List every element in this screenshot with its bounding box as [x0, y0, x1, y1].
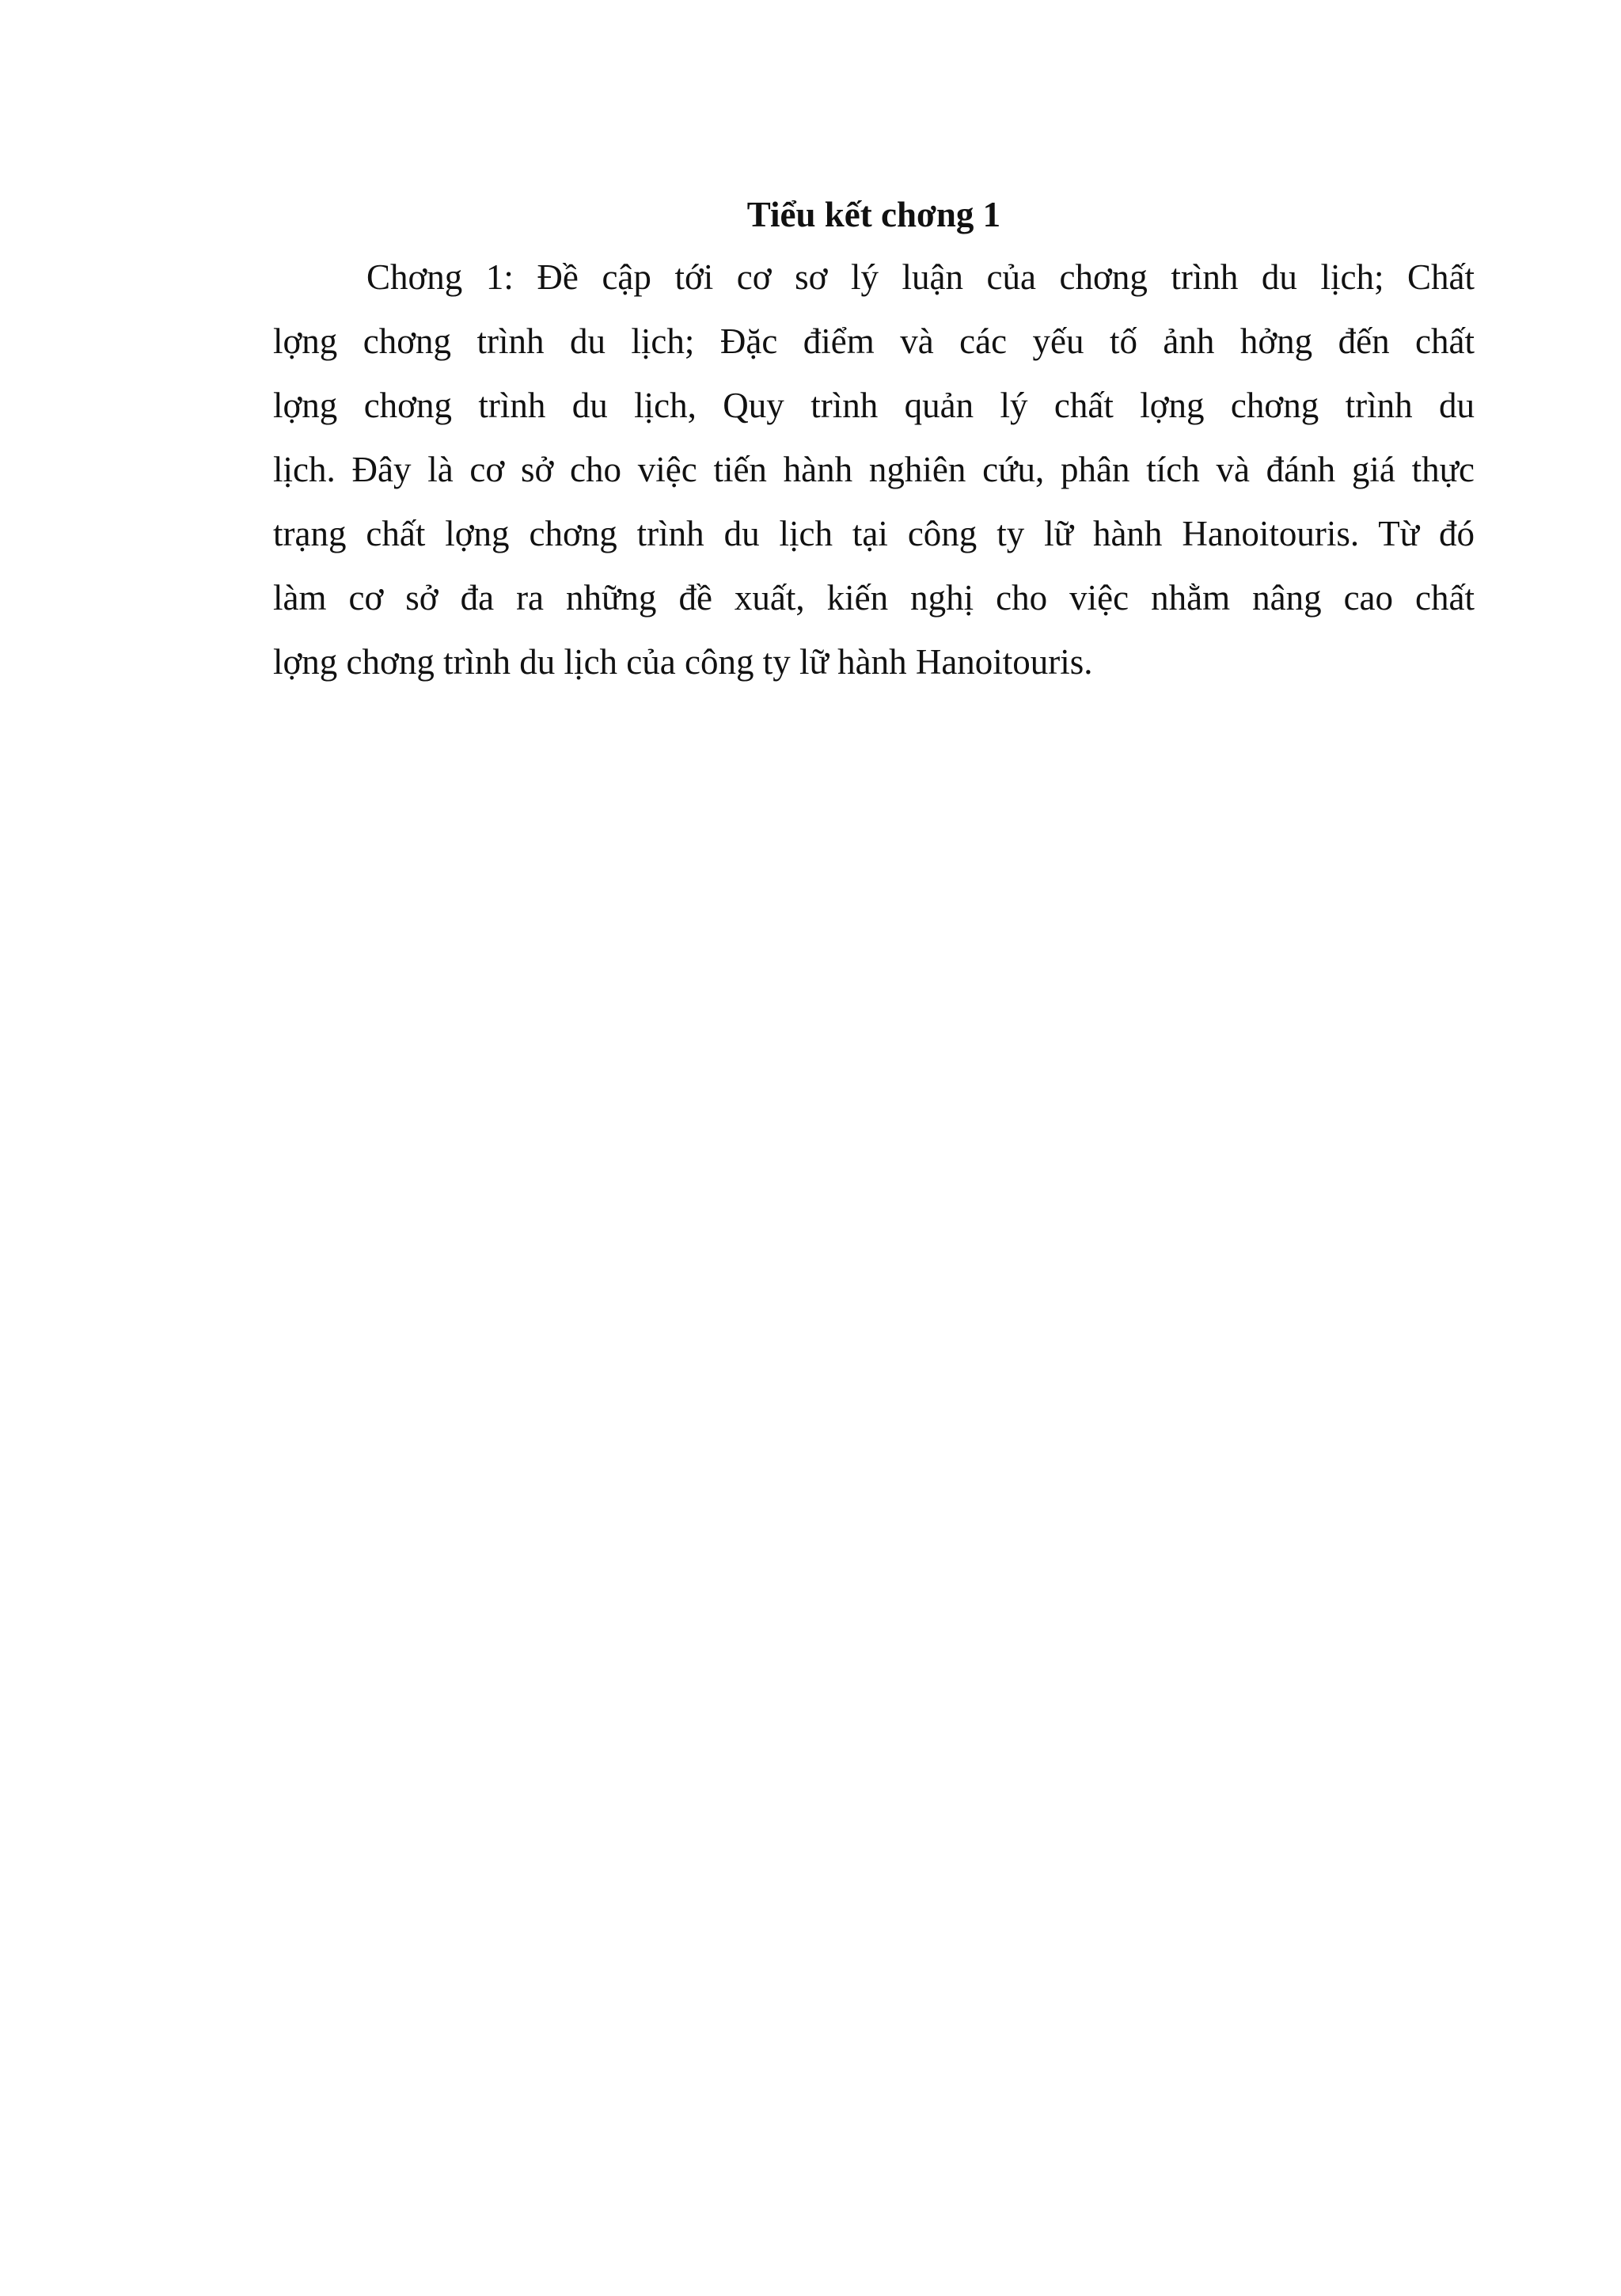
section-heading: Tiểu kết chơng 1	[746, 195, 1001, 234]
paragraph-line: Chơng 1: Đề cập tới cơ sơ lý luận của chơng trình du lịch; Chất	[366, 257, 1475, 297]
paragraph-line: lợng chơng trình du lịch, Quy trình quản lý chất lợng chơng trình du	[273, 386, 1475, 425]
paragraph-line: lợng chơng trình du lịch của công ty lữ hành Hanoitouris.	[273, 642, 1093, 682]
paragraph-line: lợng chơng trình du lịch; Đặc điểm và các yếu tố ảnh hởng đến chất	[273, 321, 1475, 361]
paragraph-line: trạng chất lợng chơng trình du lịch tại công ty lữ hành Hanoitouris. Từ đó	[273, 514, 1475, 553]
paragraph-line: làm cơ sở đa ra những đề xuất, kiến nghị cho việc nhằm nâng cao chất	[273, 578, 1475, 618]
body-paragraph	[273, 245, 1475, 694]
paragraph-line: lịch. Đây là cơ sở cho việc tiến hành nghiên cứu, phân tích và đánh giá thực	[273, 450, 1475, 489]
page-content	[273, 184, 1475, 694]
